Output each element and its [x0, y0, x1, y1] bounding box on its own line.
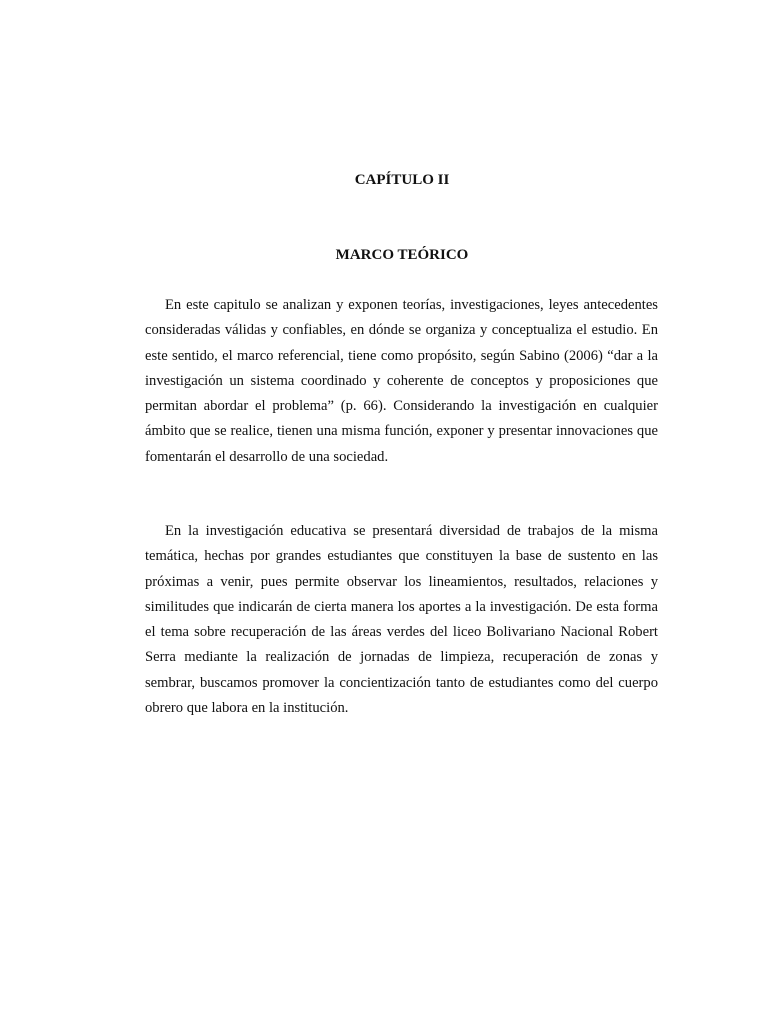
body-paragraph-1: En este capitulo se analizan y exponen teorías, investigaciones, leyes antecedentes consideradas válidas y confiables, en dónde se organiza y conceptualiza el estudio. En este sentido, el marco referencial, tiene como propósito, según Sabino (2006) “dar a la investigación un sistema coordinado y coherente de conceptos y proposiciones que permitan abordar el problema” (p. 66). Considerando la investigación en cualquier ámbito que se realice, tienen una misma función, exponer y presentar innovaciones que fomentarán el desarrollo de una sociedad. [145, 297, 658, 465]
body-paragraph-2: En la investigación educativa se presentará diversidad de trabajos de la misma temática, hechas por grandes estudiantes que constituyen la base de sustento en las próximas a venir, pues permite observar los lineamientos, resultados, relaciones y similitudes que indicarán de cierta manera los aportes a la investigación. De esta forma el tema sobre recuperación de las áreas verdes del liceo Bolivariano Nacional Robert Serra mediante la realización de jornadas de limpieza, recuperación de zonas y sembrar, buscamos promover la concientización tanto de estudiantes como del cuerpo obrero que labora en la institución. [145, 523, 658, 717]
chapter-title: CAPÍTULO II [354, 172, 450, 188]
section-title: MARCO TEÓRICO [335, 247, 469, 263]
